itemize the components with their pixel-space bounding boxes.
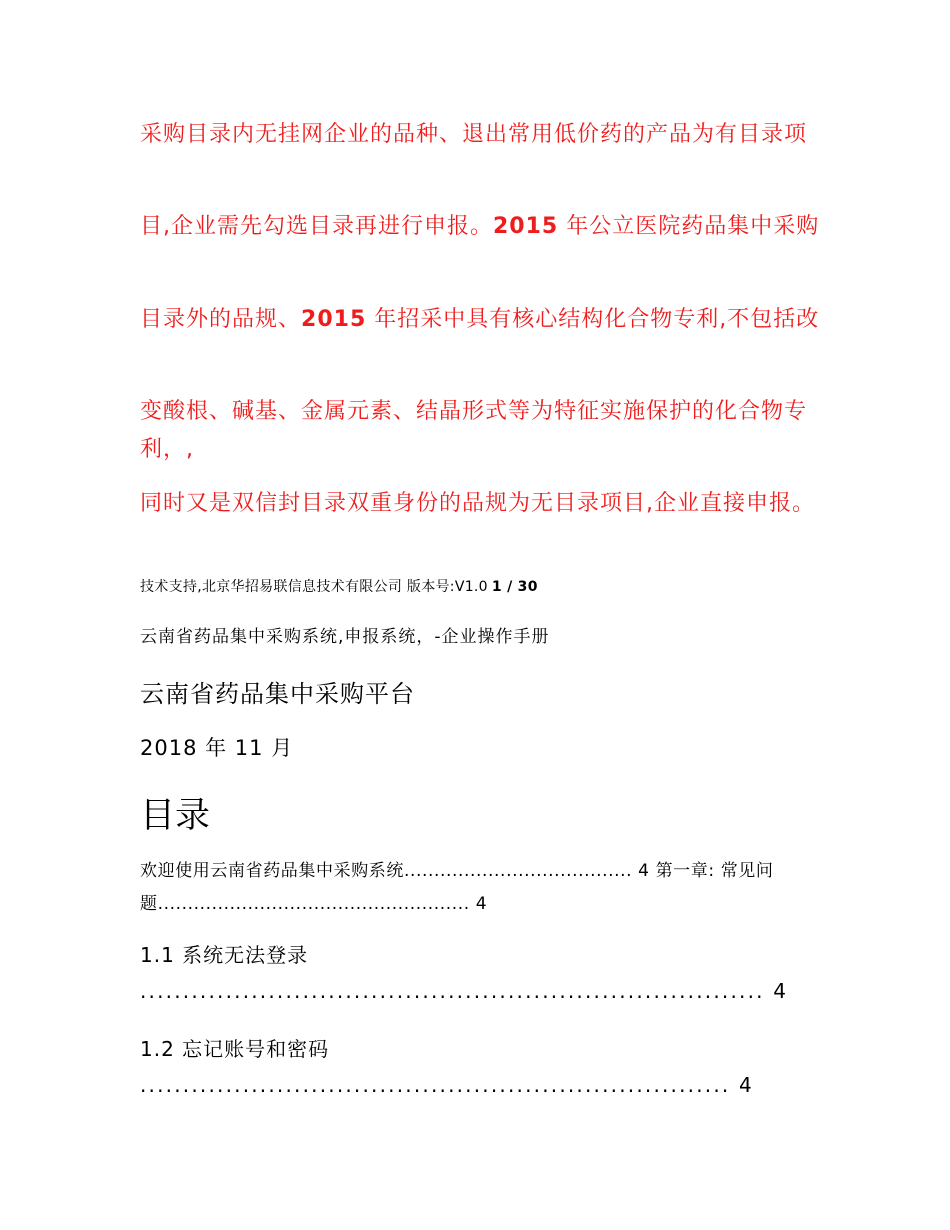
red-paragraph: 采购目录内无挂网企业的品种、退出常用低价药的产品为有目录项 [140,122,808,147]
toc-entry-leader: ..................................................................... 4 [140,1073,754,1097]
toc-entry[interactable] [140,1032,820,1102]
footer-text: 技术支持,北京华招易联信息技术有限公司 版本号:V1.0 [140,579,488,595]
publish-date: 2018 年 11 月 [140,736,294,760]
toc-intro-entry[interactable]: 欢迎使用云南省药品集中采购系统...................................... 4 第一章: 常见问题.................................................... 4 [140,861,774,914]
page-footer [140,576,538,596]
red-paragraph: 变酸根、碱基、金属元素、结晶形式等为特征实施保护的化合物专利，, [140,399,808,462]
toc-entry-title: 1.1 系统无法登录 [140,943,309,967]
red-paragraph: 目,企业需先勾选目录再进行申报。2015 年公立医院药品集中采购 [140,214,820,239]
manual-subtitle: 云南省药品集中采购系统,申报系统，-企业操作手册 [140,627,550,647]
red-paragraph: 同时又是双信封目录双重身份的品规为无目录项目,企业直接申报。 [140,491,815,516]
toc-title: 目录 [140,796,211,836]
page-number: 1 / 30 [491,579,538,595]
toc-entry[interactable] [140,938,820,1008]
red-paragraph: 目录外的品规、2015 年招采中具有核心结构化合物专利,不包括改 [140,307,820,332]
toc-entry-title: 1.2 忘记账号和密码 [140,1037,330,1061]
platform-title: 云南省药品集中采购平台 [140,680,415,708]
toc-entry-leader: ......................................................................... 4 [140,979,789,1003]
